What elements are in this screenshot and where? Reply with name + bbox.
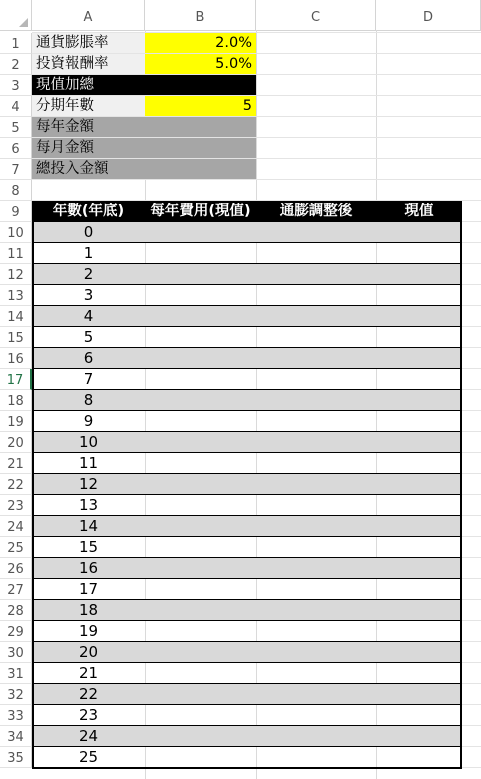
year-cell[interactable]: 13 (78, 496, 99, 514)
column-header-c[interactable]: C (256, 0, 376, 30)
row-header-31[interactable]: 31 (0, 663, 32, 684)
row-header-11[interactable]: 11 (0, 243, 32, 264)
row-header-9[interactable]: 9 (0, 201, 32, 222)
row-header-29[interactable]: 29 (0, 621, 32, 642)
row-header-13[interactable]: 13 (0, 285, 32, 306)
table-header-cell[interactable]: 通膨調整後 (256, 201, 376, 222)
row-header-2[interactable]: 2 (0, 54, 32, 75)
input-value-cell[interactable]: 5.0% (145, 54, 256, 74)
input-label-cell[interactable]: 每年金額 (32, 117, 145, 137)
year-cell[interactable]: 17 (78, 580, 99, 598)
column-header-a[interactable]: A (32, 0, 145, 30)
year-cell[interactable]: 14 (78, 517, 99, 535)
select-all-triangle-icon (19, 18, 28, 27)
year-cell[interactable]: 8 (83, 391, 94, 409)
year-cell[interactable]: 1 (83, 244, 94, 262)
year-cell[interactable]: 22 (78, 685, 99, 703)
year-cell[interactable]: 20 (78, 643, 99, 661)
row-header-1[interactable]: 1 (0, 33, 32, 54)
column-header-bar (0, 0, 481, 31)
year-cell[interactable]: 24 (78, 727, 99, 745)
input-value-cell[interactable] (145, 117, 256, 137)
year-cell[interactable]: 19 (78, 622, 99, 640)
input-label-cell[interactable]: 通貨膨脹率 (32, 33, 145, 53)
row-header-27[interactable]: 27 (0, 579, 32, 600)
year-cell[interactable]: 11 (78, 454, 99, 472)
year-cell[interactable]: 15 (78, 538, 99, 556)
input-value-cell[interactable]: 5 (145, 96, 256, 116)
row-header-21[interactable]: 21 (0, 453, 32, 474)
row-header-19[interactable]: 19 (0, 411, 32, 432)
row-header-25[interactable]: 25 (0, 537, 32, 558)
year-cell[interactable]: 0 (83, 223, 94, 241)
row-header-34[interactable]: 34 (0, 726, 32, 747)
input-label-cell[interactable]: 投資報酬率 (32, 54, 145, 74)
input-value-cell[interactable] (145, 138, 256, 158)
year-cell[interactable]: 16 (78, 559, 99, 577)
input-value-cell[interactable] (145, 159, 256, 179)
row-header-22[interactable]: 22 (0, 474, 32, 495)
year-cell[interactable]: 10 (78, 433, 99, 451)
year-cell[interactable]: 5 (83, 328, 94, 346)
row-header-26[interactable]: 26 (0, 558, 32, 579)
row-header-18[interactable]: 18 (0, 390, 32, 411)
row-header-16[interactable]: 16 (0, 348, 32, 369)
input-label-cell[interactable]: 分期年數 (32, 96, 145, 116)
table-header-cell[interactable]: 現值 (376, 201, 462, 222)
row-header-10[interactable]: 10 (0, 222, 32, 243)
year-cell[interactable]: 4 (83, 307, 94, 325)
year-cell[interactable]: 21 (78, 664, 99, 682)
year-cell[interactable]: 9 (83, 412, 94, 430)
row-header-35[interactable]: 35 (0, 747, 32, 768)
input-label-cell[interactable]: 總投入金額 (32, 159, 145, 179)
year-cell[interactable]: 7 (83, 370, 94, 388)
year-cell[interactable]: 23 (78, 706, 99, 724)
input-label-cell[interactable]: 每月金額 (32, 138, 145, 158)
row-header-28[interactable]: 28 (0, 600, 32, 621)
row-header-8[interactable]: 8 (0, 180, 32, 201)
row-header-12[interactable]: 12 (0, 264, 32, 285)
table-header-cell[interactable]: 每年費用(現值) (145, 201, 256, 222)
input-value-cell[interactable]: 2.0% (145, 33, 256, 53)
select-all-corner[interactable] (0, 0, 32, 30)
year-cell[interactable]: 18 (78, 601, 99, 619)
row-header-6[interactable]: 6 (0, 138, 32, 159)
column-header-b[interactable]: B (145, 0, 256, 30)
row-header-23[interactable]: 23 (0, 495, 32, 516)
row-header-3[interactable]: 3 (0, 75, 32, 96)
row-header-4[interactable]: 4 (0, 96, 32, 117)
gridline-horizontal (32, 179, 481, 180)
year-cell[interactable]: 6 (83, 349, 94, 367)
year-cell[interactable]: 3 (83, 286, 94, 304)
row-header-5[interactable]: 5 (0, 117, 32, 138)
row-header-17[interactable]: 17 (0, 369, 32, 390)
row-header-33[interactable]: 33 (0, 705, 32, 726)
year-cell[interactable]: 25 (78, 748, 99, 766)
row-header-30[interactable]: 30 (0, 642, 32, 663)
row-header-14[interactable]: 14 (0, 306, 32, 327)
row-header-7[interactable]: 7 (0, 159, 32, 180)
row-header-20[interactable]: 20 (0, 432, 32, 453)
year-cell[interactable]: 2 (83, 265, 94, 283)
year-cell[interactable]: 12 (78, 475, 99, 493)
row-header-32[interactable]: 32 (0, 684, 32, 705)
input-label-cell[interactable]: 現值加總 (32, 75, 145, 95)
column-header-d[interactable]: D (376, 0, 481, 30)
input-value-cell[interactable] (145, 75, 256, 95)
row-header-24[interactable]: 24 (0, 516, 32, 537)
table-header-cell[interactable]: 年數(年底) (32, 201, 145, 222)
row-header-15[interactable]: 15 (0, 327, 32, 348)
